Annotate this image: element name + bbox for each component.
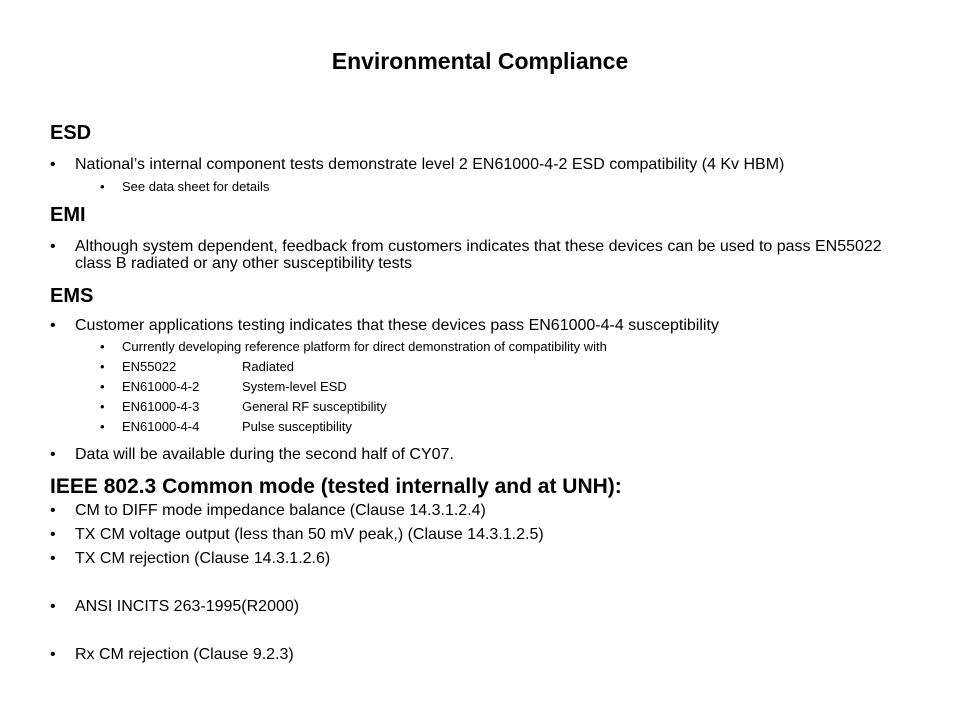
standard-description: General RF susceptibility [242,399,387,414]
bullet-marker: • [100,179,105,194]
bullet-marker: • [50,502,56,519]
bullet-text: Although system dependent, feedback from customers indicates that these devices can be used to pass EN55022 class B radiated or any other susceptibility tests [75,238,882,272]
bullet-marker: • [100,379,105,394]
standard-code: EN61000-4-2 [122,379,200,394]
bullet-item [50,550,910,567]
standard-description: System-level ESD [242,379,347,394]
bullet-text: TX CM voltage output (less than 50 mV peak,) (Clause 14.3.1.2.5) [75,526,544,543]
bullet-item [50,238,910,272]
section-heading-ems: EMS [50,285,94,307]
standard-description: Pulse susceptibility [242,419,352,434]
slide-title: Environmental Compliance [331,48,629,74]
bullet-item [50,598,910,615]
bullet-marker: • [100,359,105,374]
sub-bullet-text: Currently developing reference platform for direct demonstration of compatibility with [122,339,607,354]
bullet-item [50,446,910,463]
section-heading-ieee: IEEE 802.3 Common mode (tested internally and at UNH): [50,475,622,498]
bullet-marker: • [50,646,56,663]
standard-code: EN55022 [122,359,177,374]
standard-description: Radiated [242,359,295,374]
bullet-marker: • [50,446,56,463]
bullet-text: Rx CM rejection (Clause 9.2.3) [75,646,294,663]
bullet-item [50,156,910,173]
bullet-marker: • [50,156,56,173]
bullet-marker: • [100,399,105,414]
bullet-marker: • [100,419,105,434]
bullet-marker: • [50,526,56,543]
bullet-marker: • [50,317,56,334]
section-heading-esd: ESD [50,122,92,144]
bullet-marker: • [50,238,56,255]
bullet-item [50,646,910,663]
bullet-text: Customer applications testing indicates that these devices pass EN61000-4-4 susceptibility [75,317,719,334]
bullet-text: Data will be available during the second half of CY07. [75,446,454,463]
section-heading-emi: EMI [50,204,86,226]
bullet-text: TX CM rejection (Clause 14.3.1.2.6) [75,550,331,567]
bullet-item [50,526,910,543]
bullet-marker: • [50,598,56,615]
bullet-text: CM to DIFF mode impedance balance (Clause 14.3.1.2.4) [75,502,486,519]
standard-code: EN61000-4-4 [122,419,200,434]
sub-bullet-text: See data sheet for details [122,179,270,194]
bullet-item [50,317,910,334]
bullet-text: ANSI INCITS 263-1995(R2000) [75,598,300,615]
bullet-marker: • [100,339,105,354]
bullet-item [50,502,910,519]
standard-code: EN61000-4-3 [122,399,200,414]
bullet-marker: • [50,550,56,567]
bullet-text: National’s internal component tests demonstrate level 2 EN61000-4-2 ESD compatibility (4 Kv HBM) [75,156,785,173]
